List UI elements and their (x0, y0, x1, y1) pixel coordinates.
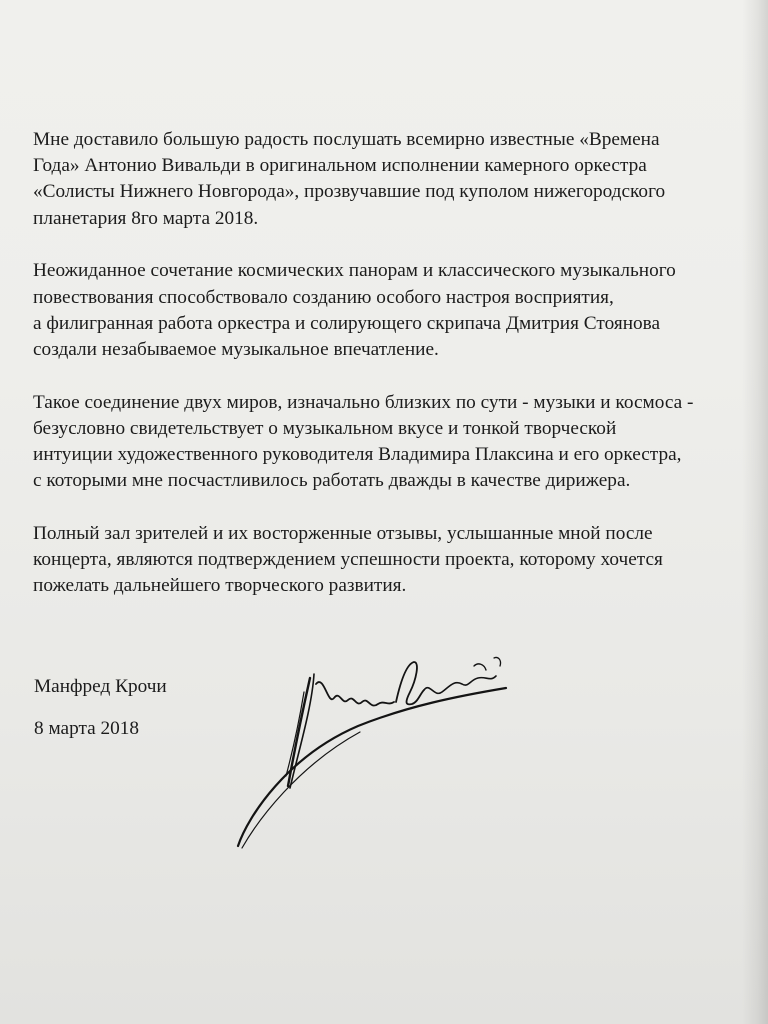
text-line: Мне доставило большую радость послушать всемирно известные «Времена (33, 129, 660, 150)
paragraph-1 (33, 127, 753, 232)
text-line: безусловно свидетельствует о музыкальном вкусе и тонкой творческой (33, 417, 617, 439)
text-line: концерта, являются подтверждением успешности проекта, которому хочется (33, 549, 663, 571)
text-line: планетария 8го марта 2018. (33, 207, 259, 229)
text-line: повествования способствовало созданию особого настроя восприятия, (33, 286, 614, 308)
paragraph-4 (33, 521, 753, 600)
text-line: «Солисты Нижнего Новгорода», прозвучавшие под куполом нижегородского (33, 181, 666, 203)
text-line: интуиции художественного руководителя Владимира Плаксина и его оркестра, (33, 444, 682, 466)
text-line: Такое соединение двух миров, изначально близких по сути - музыки и космоса - (33, 391, 694, 413)
paragraph-2 (33, 258, 753, 363)
letter-body (33, 127, 753, 626)
paragraph-3 (33, 390, 753, 495)
letter-date: 8 марта 2018 (34, 718, 140, 739)
text-line: а филигранная работа оркестра и солирующего скрипача Дмитрия Стоянова (33, 312, 661, 334)
text-line: Года» Антонио Вивальди в оригинальном исполнении камерного оркестра (33, 155, 647, 177)
signer-name: Манфред Крочи (34, 676, 167, 697)
text-line: создали незабываемое музыкальное впечатление. (33, 338, 439, 360)
text-line: пожелать дальнейшего творческого развития. (33, 575, 407, 597)
text-line: Неожиданное сочетание космических панорам и классического музыкального (33, 260, 676, 282)
text-line: Полный зал зрителей и их восторженные отзывы, услышанные мной после (33, 522, 653, 544)
signature-icon (228, 636, 528, 866)
text-line: с которыми мне посчастливилось работать дважды в качестве дирижера. (33, 470, 631, 492)
